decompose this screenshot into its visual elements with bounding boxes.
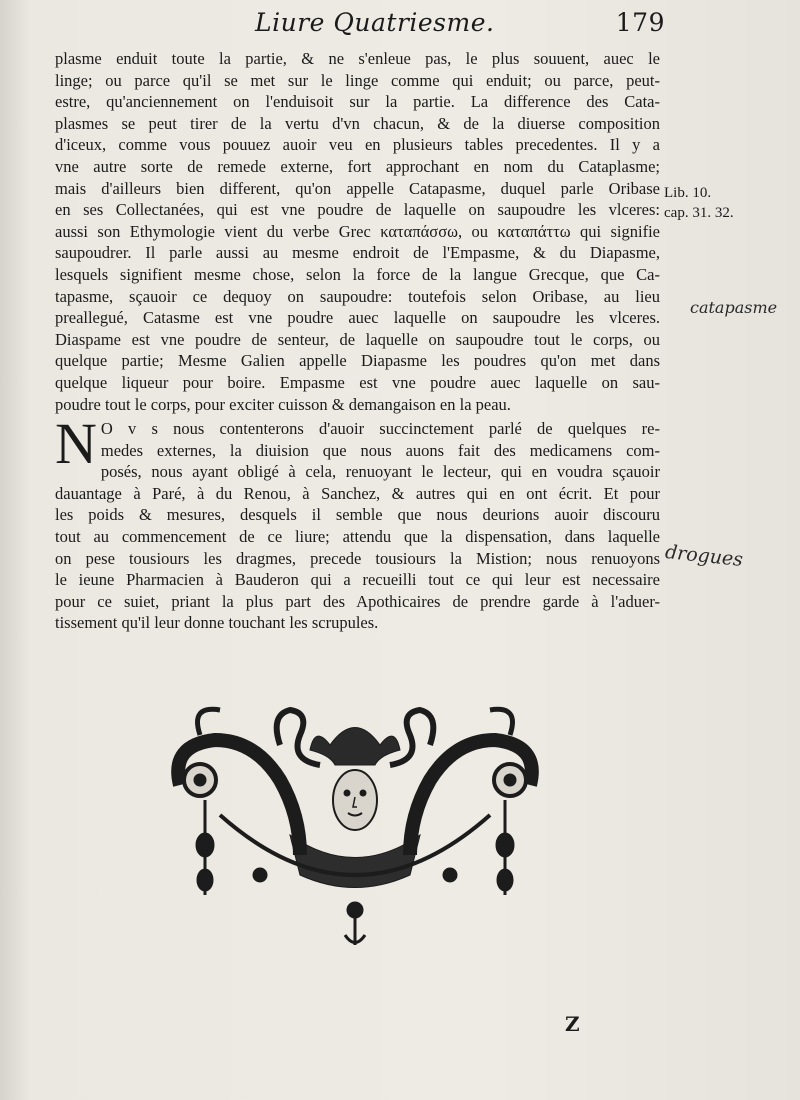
text-line: dauantage à Paré, à du Renou, à Sanchez, & autres qui en ont écrit. Et pour (55, 483, 660, 503)
text-line: Diaspame est vne poudre de senteur, de laquelle on saupoudre tout le corps, ou (55, 329, 660, 349)
paragraph-2 (55, 411, 660, 634)
marginal-reference (664, 183, 734, 223)
signature-mark: Z (565, 1012, 580, 1036)
text-line: plasmes se peut tirer de la vertu d'vn chacun, & de la diuerse composition (55, 113, 660, 133)
text-line: on pese tousiours les dragmes, precede tousiours la Mistion; nous renuoyons (55, 548, 660, 568)
text-line: quelque partie; Mesme Galien appelle Diapasme les poudres qu'on met dans (55, 351, 660, 371)
drop-capital: N (55, 411, 97, 476)
text-line: medes externes, la diuision que nous auons fait des medicamens com- (100, 440, 660, 460)
marginal-ref-line: cap. 31. 32. (664, 205, 734, 221)
text-line: plasme enduit toute la partie, & ne s'enleue pas, le plus souuent, auec le (55, 49, 660, 68)
text-line: aussi son Ethymologie vient du verbe Grec καταπάσσω, ou καταπάττω qui signifie (55, 221, 660, 241)
text-line: posés, nous ayant obligé à cela, renuoyant le lecteur, qui en voudra sçauoir (100, 462, 660, 482)
text-line: mais d'ailleurs bien different, qu'on appelle Catapasme, duquel parle Oribase (55, 178, 660, 198)
text-line: tapasme, sçauoir ce dequoy on saupoudre: toutefois selon Oribase, au lieu (55, 286, 660, 306)
text-line: preallegué, Catasme est vne poudre auec laquelle on saupoudre les vlceres. (55, 308, 660, 328)
text-line: quelque liqueur pour boire. Empasme est vne poudre auec laquelle on sau- (55, 372, 660, 392)
woodcut-ornament (160, 705, 550, 950)
text-line: lesquels signifient mesme chose, selon la force de la langue Grecque, que Ca- (55, 264, 660, 284)
text-line: linge; ou parce qu'il se met sur le linge comme qui enduit; ou parce, peut- (55, 70, 660, 90)
text-line: tissement qu'il leur donne touchant les scrupules. (55, 613, 379, 633)
handwritten-note-catapasme: catapasme (690, 298, 778, 317)
text-line: le ieune Pharmacien à Bauderon qui a recueilli tout ce qui leur est necessaire (55, 570, 660, 590)
text-line: O v s nous contenterons d'auoir succinctement parlé de quelques re- (100, 419, 660, 438)
handwritten-note-drogues: drogues (664, 540, 745, 572)
running-title: Liure Quatriesme. (255, 8, 495, 37)
text-line: les poids & mesures, desquels il semble que nous deurions auoir discouru (55, 505, 660, 525)
text-line: vne autre sorte de remede externe, fort approchant en nom du Cataplasme; (55, 156, 660, 176)
text-line: poudre tout le corps, pour exciter cuisson & demangaison en la peau. (55, 394, 511, 414)
text-line: saupoudrer. Il parle aussi au mesme endroit de l'Empasme, & du Diapasme, (55, 243, 660, 263)
text-line: en ses Collectanées, qui est vne poudre de laquelle on saupoudre les vlceres: (55, 200, 660, 220)
paragraph-1 (55, 48, 660, 415)
page-number: 179 (615, 8, 665, 37)
marginal-ref-line: Lib. 10. (664, 185, 712, 201)
text-line: estre, qu'anciennement on l'enduisoit sur la partie. La difference des Cata- (55, 92, 660, 112)
text-line: d'iceux, comme vous pouuez auoir veu en plusieurs tables precedentes. Il y a (55, 135, 660, 155)
text-line: pour ce suiet, priant la plus part des Apothicaires de prendre garde à l'aduer- (55, 591, 660, 611)
text-line: tout au commencement de ce liure; attendu que la dispensation, dans laquelle (55, 526, 660, 546)
